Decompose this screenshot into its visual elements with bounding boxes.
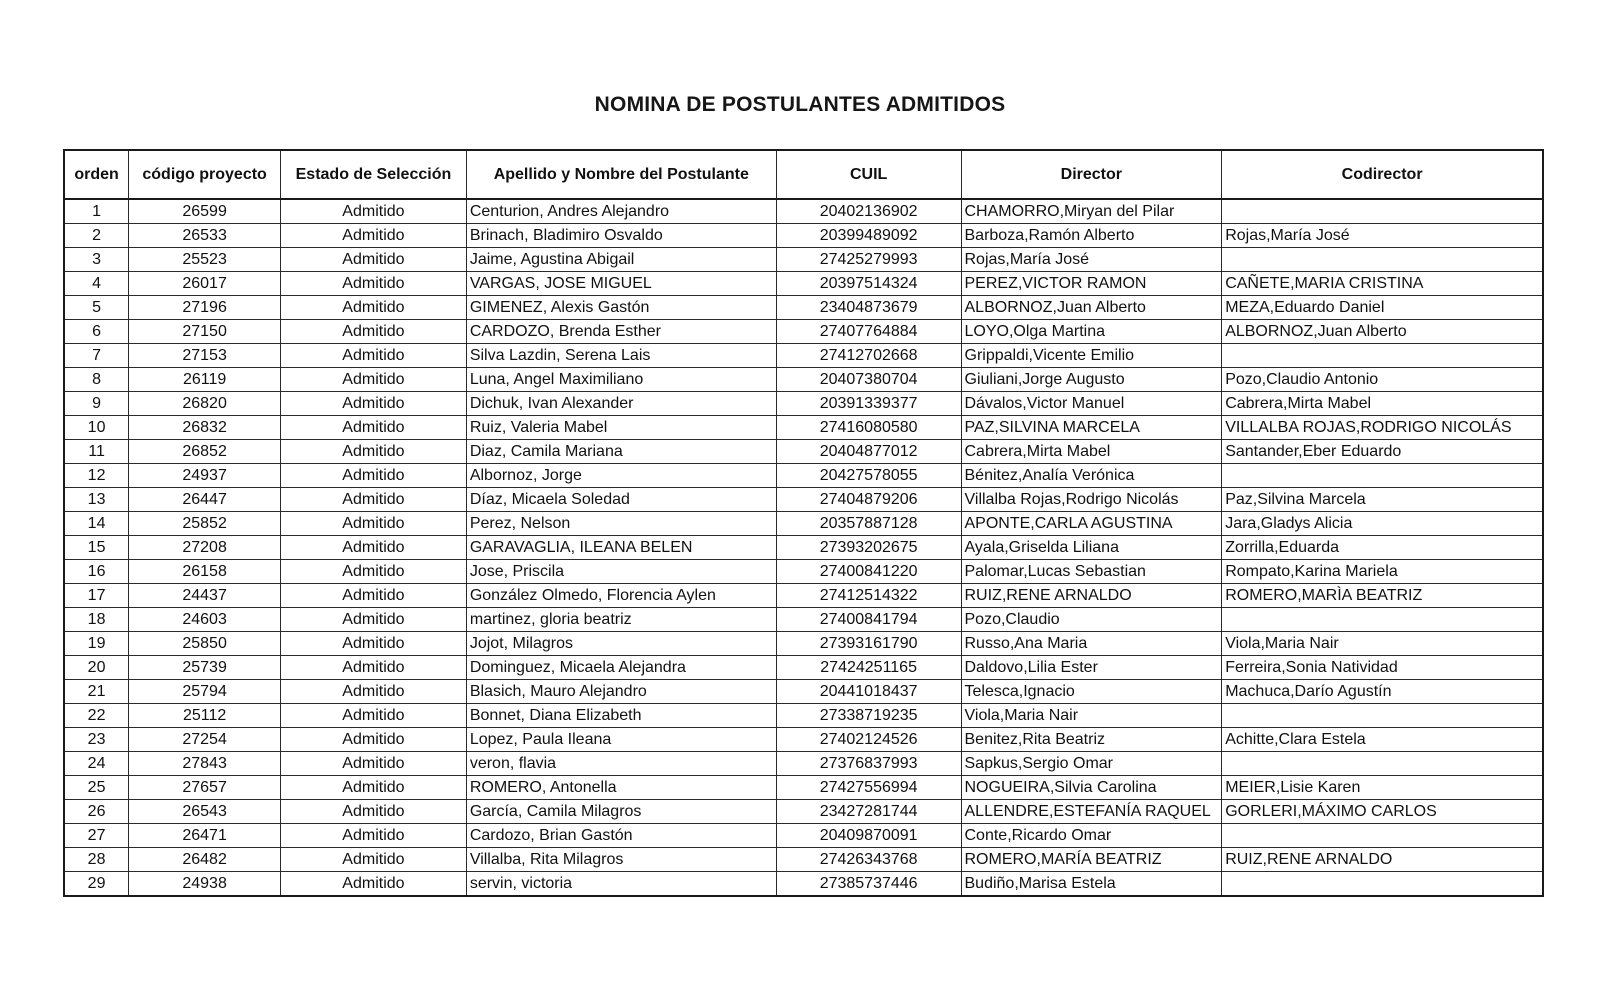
orden-cell: 18: [64, 608, 129, 632]
orden-cell: 10: [64, 416, 129, 440]
table-row: [64, 584, 1543, 608]
codirector-cell: Paz,Silvina Marcela: [1222, 488, 1543, 512]
postulante-cell: veron, flavia: [466, 752, 776, 776]
table-row: [64, 392, 1543, 416]
cuil-cell: 27338719235: [776, 704, 961, 728]
codirector-cell: [1222, 344, 1543, 368]
table-row: [64, 224, 1543, 248]
cuil-cell: 27412702668: [776, 344, 961, 368]
codigo-proyecto-cell: 24437: [129, 584, 281, 608]
codigo-proyecto-cell: 24603: [129, 608, 281, 632]
codirector-cell: Machuca,Darío Agustín: [1222, 680, 1543, 704]
orden-cell: 13: [64, 488, 129, 512]
postulante-cell: VARGAS, JOSE MIGUEL: [466, 272, 776, 296]
codirector-cell: [1222, 872, 1543, 897]
estado-cell: Admitido: [281, 776, 467, 800]
table-row: [64, 416, 1543, 440]
cuil-cell: 27393161790: [776, 632, 961, 656]
estado-cell: Admitido: [281, 320, 467, 344]
cuil-cell: 27393202675: [776, 536, 961, 560]
table-row: [64, 296, 1543, 320]
orden-cell: 15: [64, 536, 129, 560]
director-cell: ALLENDRE,ESTEFANÍA RAQUEL: [961, 800, 1222, 824]
table-row: [64, 560, 1543, 584]
director-cell: Sapkus,Sergio Omar: [961, 752, 1222, 776]
director-cell: PEREZ,VICTOR RAMON: [961, 272, 1222, 296]
estado-cell: Admitido: [281, 848, 467, 872]
orden-cell: 27: [64, 824, 129, 848]
postulante-cell: martinez, gloria beatriz: [466, 608, 776, 632]
director-cell: Daldovo,Lilia Ester: [961, 656, 1222, 680]
estado-cell: Admitido: [281, 656, 467, 680]
table-row: [64, 512, 1543, 536]
codirector-cell: Achitte,Clara Estela: [1222, 728, 1543, 752]
cuil-cell: 23427281744: [776, 800, 961, 824]
codirector-cell: Viola,Maria Nair: [1222, 632, 1543, 656]
estado-cell: Admitido: [281, 824, 467, 848]
estado-cell: Admitido: [281, 512, 467, 536]
postulante-cell: Jose, Priscila: [466, 560, 776, 584]
postulante-cell: ROMERO, Antonella: [466, 776, 776, 800]
codirector-cell: CAÑETE,MARIA CRISTINA: [1222, 272, 1543, 296]
director-cell: Benitez,Rita Beatriz: [961, 728, 1222, 752]
estado-cell: Admitido: [281, 224, 467, 248]
cuil-cell: 27427556994: [776, 776, 961, 800]
postulante-cell: Silva Lazdin, Serena Lais: [466, 344, 776, 368]
codirector-cell: Rojas,María José: [1222, 224, 1543, 248]
estado-cell: Admitido: [281, 272, 467, 296]
cuil-cell: 20441018437: [776, 680, 961, 704]
codirector-cell: [1222, 824, 1543, 848]
postulante-cell: Perez, Nelson: [466, 512, 776, 536]
director-cell: Viola,Maria Nair: [961, 704, 1222, 728]
estado-cell: Admitido: [281, 416, 467, 440]
estado-cell: Admitido: [281, 752, 467, 776]
codirector-cell: [1222, 464, 1543, 488]
codirector-cell: ALBORNOZ,Juan Alberto: [1222, 320, 1543, 344]
header-postulante: Apellido y Nombre del Postulante: [466, 150, 776, 199]
orden-cell: 26: [64, 800, 129, 824]
estado-cell: Admitido: [281, 248, 467, 272]
codirector-cell: [1222, 608, 1543, 632]
orden-cell: 22: [64, 704, 129, 728]
codigo-proyecto-cell: 26482: [129, 848, 281, 872]
postulante-cell: Centurion, Andres Alejandro: [466, 199, 776, 224]
codigo-proyecto-cell: 27153: [129, 344, 281, 368]
director-cell: Pozo,Claudio: [961, 608, 1222, 632]
orden-cell: 29: [64, 872, 129, 897]
postulante-cell: Diaz, Camila Mariana: [466, 440, 776, 464]
orden-cell: 25: [64, 776, 129, 800]
codirector-cell: [1222, 752, 1543, 776]
orden-cell: 9: [64, 392, 129, 416]
postulante-cell: servin, victoria: [466, 872, 776, 897]
table-row: [64, 656, 1543, 680]
codigo-proyecto-cell: 26119: [129, 368, 281, 392]
director-cell: ROMERO,MARÍA BEATRIZ: [961, 848, 1222, 872]
table-body: [64, 199, 1543, 896]
table-row: [64, 464, 1543, 488]
estado-cell: Admitido: [281, 488, 467, 512]
codirector-cell: [1222, 704, 1543, 728]
director-cell: NOGUEIRA,Silvia Carolina: [961, 776, 1222, 800]
cuil-cell: 20391339377: [776, 392, 961, 416]
codigo-proyecto-cell: 26832: [129, 416, 281, 440]
cuil-cell: 20427578055: [776, 464, 961, 488]
codirector-cell: RUIZ,RENE ARNALDO: [1222, 848, 1543, 872]
table-row: [64, 536, 1543, 560]
director-cell: Russo,Ana Maria: [961, 632, 1222, 656]
table-row: [64, 248, 1543, 272]
director-cell: Villalba Rojas,Rodrigo Nicolás: [961, 488, 1222, 512]
codigo-proyecto-cell: 25850: [129, 632, 281, 656]
header-codigo-proyecto: código proyecto: [129, 150, 281, 199]
orden-cell: 11: [64, 440, 129, 464]
director-cell: CHAMORRO,Miryan del Pilar: [961, 199, 1222, 224]
postulante-cell: Luna, Angel Maximiliano: [466, 368, 776, 392]
estado-cell: Admitido: [281, 560, 467, 584]
cuil-cell: 27412514322: [776, 584, 961, 608]
codirector-cell: Pozo,Claudio Antonio: [1222, 368, 1543, 392]
cuil-cell: 20409870091: [776, 824, 961, 848]
codirector-cell: Rompato,Karina Mariela: [1222, 560, 1543, 584]
codigo-proyecto-cell: 27657: [129, 776, 281, 800]
codigo-proyecto-cell: 24937: [129, 464, 281, 488]
cuil-cell: 27400841220: [776, 560, 961, 584]
estado-cell: Admitido: [281, 608, 467, 632]
estado-cell: Admitido: [281, 704, 467, 728]
estado-cell: Admitido: [281, 680, 467, 704]
director-cell: Giuliani,Jorge Augusto: [961, 368, 1222, 392]
table-row: [64, 272, 1543, 296]
codigo-proyecto-cell: 26158: [129, 560, 281, 584]
cuil-cell: 20399489092: [776, 224, 961, 248]
page-title: NOMINA DE POSTULANTES ADMITIDOS: [594, 93, 1006, 116]
codirector-cell: [1222, 248, 1543, 272]
table-row: [64, 872, 1543, 897]
director-cell: Bénitez,Analía Verónica: [961, 464, 1222, 488]
codirector-cell: MEIER,Lisie Karen: [1222, 776, 1543, 800]
table-row: [64, 320, 1543, 344]
codigo-proyecto-cell: 26820: [129, 392, 281, 416]
estado-cell: Admitido: [281, 440, 467, 464]
estado-cell: Admitido: [281, 296, 467, 320]
table-row: [64, 680, 1543, 704]
table-row: [64, 199, 1543, 224]
orden-cell: 14: [64, 512, 129, 536]
orden-cell: 3: [64, 248, 129, 272]
codirector-cell: [1222, 199, 1543, 224]
estado-cell: Admitido: [281, 800, 467, 824]
table-row: [64, 608, 1543, 632]
table-row: [64, 368, 1543, 392]
table-row: [64, 344, 1543, 368]
orden-cell: 19: [64, 632, 129, 656]
codirector-cell: Cabrera,Mirta Mabel: [1222, 392, 1543, 416]
postulante-cell: González Olmedo, Florencia Aylen: [466, 584, 776, 608]
postulante-cell: CARDOZO, Brenda Esther: [466, 320, 776, 344]
postulante-cell: Jaime, Agustina Abigail: [466, 248, 776, 272]
codirector-cell: Ferreira,Sonia Natividad: [1222, 656, 1543, 680]
codigo-proyecto-cell: 26471: [129, 824, 281, 848]
codigo-proyecto-cell: 26852: [129, 440, 281, 464]
cuil-cell: 20407380704: [776, 368, 961, 392]
estado-cell: Admitido: [281, 199, 467, 224]
orden-cell: 5: [64, 296, 129, 320]
table-row: [64, 776, 1543, 800]
codigo-proyecto-cell: 25852: [129, 512, 281, 536]
admitted-applicants-table: [63, 149, 1544, 897]
header-estado-seleccion: Estado de Selección: [281, 150, 467, 199]
codirector-cell: GORLERI,MÁXIMO CARLOS: [1222, 800, 1543, 824]
codigo-proyecto-cell: 27196: [129, 296, 281, 320]
codirector-cell: MEZA,Eduardo Daniel: [1222, 296, 1543, 320]
codigo-proyecto-cell: 24938: [129, 872, 281, 897]
orden-cell: 2: [64, 224, 129, 248]
estado-cell: Admitido: [281, 536, 467, 560]
orden-cell: 1: [64, 199, 129, 224]
director-cell: Palomar,Lucas Sebastian: [961, 560, 1222, 584]
postulante-cell: GARAVAGLIA, ILEANA BELEN: [466, 536, 776, 560]
table-row: [64, 824, 1543, 848]
codigo-proyecto-cell: 26017: [129, 272, 281, 296]
postulante-cell: Dichuk, Ivan Alexander: [466, 392, 776, 416]
table-row: [64, 440, 1543, 464]
director-cell: LOYO,Olga Martina: [961, 320, 1222, 344]
header-codirector: Codirector: [1222, 150, 1543, 199]
director-cell: APONTE,CARLA AGUSTINA: [961, 512, 1222, 536]
estado-cell: Admitido: [281, 368, 467, 392]
estado-cell: Admitido: [281, 584, 467, 608]
orden-cell: 6: [64, 320, 129, 344]
director-cell: Rojas,María José: [961, 248, 1222, 272]
cuil-cell: 27426343768: [776, 848, 961, 872]
postulante-cell: Bonnet, Diana Elizabeth: [466, 704, 776, 728]
orden-cell: 28: [64, 848, 129, 872]
codigo-proyecto-cell: 25112: [129, 704, 281, 728]
orden-cell: 24: [64, 752, 129, 776]
postulante-cell: Cardozo, Brian Gastón: [466, 824, 776, 848]
codirector-cell: VILLALBA ROJAS,RODRIGO NICOLÁS: [1222, 416, 1543, 440]
postulante-cell: Díaz, Micaela Soledad: [466, 488, 776, 512]
estado-cell: Admitido: [281, 872, 467, 897]
cuil-cell: 20357887128: [776, 512, 961, 536]
table-header-row: [64, 150, 1543, 199]
director-cell: RUIZ,RENE ARNALDO: [961, 584, 1222, 608]
orden-cell: 7: [64, 344, 129, 368]
postulante-cell: Blasich, Mauro Alejandro: [466, 680, 776, 704]
orden-cell: 4: [64, 272, 129, 296]
codirector-cell: Santander,Eber Eduardo: [1222, 440, 1543, 464]
director-cell: Telesca,Ignacio: [961, 680, 1222, 704]
director-cell: Barboza,Ramón Alberto: [961, 224, 1222, 248]
table-row: [64, 752, 1543, 776]
postulante-cell: Jojot, Milagros: [466, 632, 776, 656]
header-orden: orden: [64, 150, 129, 199]
estado-cell: Admitido: [281, 632, 467, 656]
codigo-proyecto-cell: 27150: [129, 320, 281, 344]
cuil-cell: 20404877012: [776, 440, 961, 464]
codirector-cell: Zorrilla,Eduarda: [1222, 536, 1543, 560]
cuil-cell: 27404879206: [776, 488, 961, 512]
director-cell: Conte,Ricardo Omar: [961, 824, 1222, 848]
postulante-cell: Lopez, Paula Ileana: [466, 728, 776, 752]
table-row: [64, 632, 1543, 656]
cuil-cell: 27425279993: [776, 248, 961, 272]
orden-cell: 17: [64, 584, 129, 608]
cuil-cell: 27416080580: [776, 416, 961, 440]
cuil-cell: 27402124526: [776, 728, 961, 752]
codigo-proyecto-cell: 26447: [129, 488, 281, 512]
table-row: [64, 728, 1543, 752]
director-cell: Budiño,Marisa Estela: [961, 872, 1222, 897]
postulante-cell: Ruiz, Valeria Mabel: [466, 416, 776, 440]
postulante-cell: Villalba, Rita Milagros: [466, 848, 776, 872]
cuil-cell: 23404873679: [776, 296, 961, 320]
director-cell: ALBORNOZ,Juan Alberto: [961, 296, 1222, 320]
postulante-cell: Brinach, Bladimiro Osvaldo: [466, 224, 776, 248]
table-row: [64, 848, 1543, 872]
codigo-proyecto-cell: 25739: [129, 656, 281, 680]
orden-cell: 20: [64, 656, 129, 680]
postulante-cell: Albornoz, Jorge: [466, 464, 776, 488]
cuil-cell: 27400841794: [776, 608, 961, 632]
codirector-cell: Jara,Gladys Alicia: [1222, 512, 1543, 536]
cuil-cell: 20397514324: [776, 272, 961, 296]
table-row: [64, 800, 1543, 824]
orden-cell: 12: [64, 464, 129, 488]
estado-cell: Admitido: [281, 344, 467, 368]
cuil-cell: 27407764884: [776, 320, 961, 344]
codigo-proyecto-cell: 27208: [129, 536, 281, 560]
codigo-proyecto-cell: 25523: [129, 248, 281, 272]
codigo-proyecto-cell: 27843: [129, 752, 281, 776]
codirector-cell: ROMERO,MARÌA BEATRIZ: [1222, 584, 1543, 608]
director-cell: Dávalos,Victor Manuel: [961, 392, 1222, 416]
table-row: [64, 704, 1543, 728]
codigo-proyecto-cell: 26543: [129, 800, 281, 824]
orden-cell: 21: [64, 680, 129, 704]
director-cell: Cabrera,Mirta Mabel: [961, 440, 1222, 464]
codigo-proyecto-cell: 26599: [129, 199, 281, 224]
postulante-cell: GIMENEZ, Alexis Gastón: [466, 296, 776, 320]
director-cell: Grippaldi,Vicente Emilio: [961, 344, 1222, 368]
estado-cell: Admitido: [281, 392, 467, 416]
codigo-proyecto-cell: 25794: [129, 680, 281, 704]
codigo-proyecto-cell: 27254: [129, 728, 281, 752]
orden-cell: 16: [64, 560, 129, 584]
header-cuil: CUIL: [776, 150, 961, 199]
estado-cell: Admitido: [281, 728, 467, 752]
cuil-cell: 27424251165: [776, 656, 961, 680]
orden-cell: 8: [64, 368, 129, 392]
director-cell: Ayala,Griselda Liliana: [961, 536, 1222, 560]
cuil-cell: 20402136902: [776, 199, 961, 224]
postulante-cell: Dominguez, Micaela Alejandra: [466, 656, 776, 680]
estado-cell: Admitido: [281, 464, 467, 488]
cuil-cell: 27385737446: [776, 872, 961, 897]
codigo-proyecto-cell: 26533: [129, 224, 281, 248]
header-director: Director: [961, 150, 1222, 199]
postulante-cell: García, Camila Milagros: [466, 800, 776, 824]
cuil-cell: 27376837993: [776, 752, 961, 776]
orden-cell: 23: [64, 728, 129, 752]
table-row: [64, 488, 1543, 512]
director-cell: PAZ,SILVINA MARCELA: [961, 416, 1222, 440]
